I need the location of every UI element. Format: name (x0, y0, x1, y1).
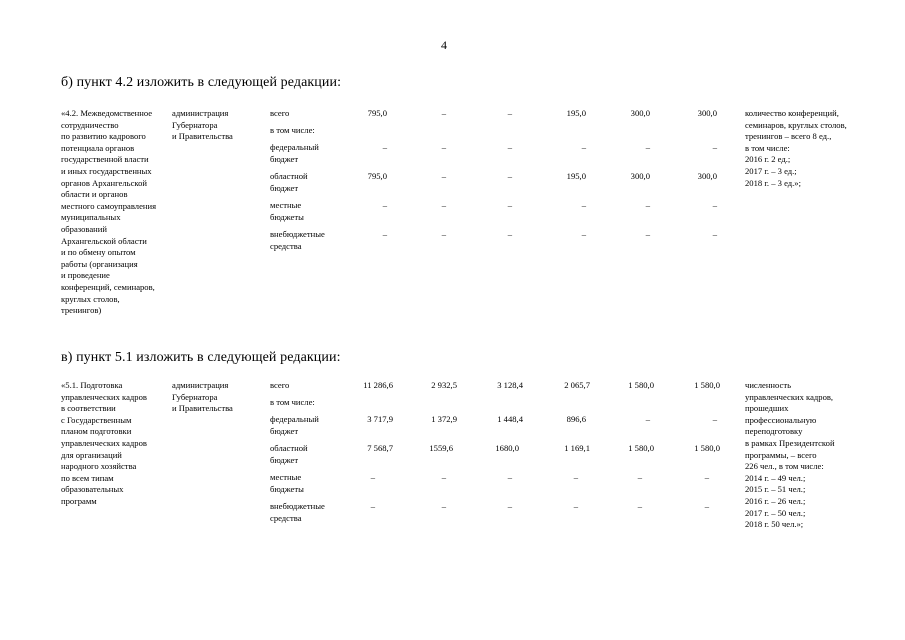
value-2018: 1 580,0 (694, 443, 720, 453)
value-2018: – (712, 414, 717, 424)
value-2015: – (507, 501, 512, 511)
value-2015: 1680,0 (495, 443, 519, 453)
executor-cell: администрация Губернатора и Правительства (172, 380, 233, 414)
value-2017: 1 580,0 (628, 380, 654, 390)
funding-source: федеральный бюджет (270, 142, 319, 164)
value-total: – (382, 200, 387, 210)
value-total: 7 568,7 (367, 443, 393, 453)
value-2015: 1 448,4 (497, 414, 523, 424)
value-2016: 195,0 (566, 108, 586, 118)
value-total: 795,0 (367, 171, 387, 181)
funding-source: внебюджетные средства (270, 229, 325, 251)
value-2014: – (441, 501, 446, 511)
value-total: – (382, 142, 387, 152)
funding-source: всего (270, 380, 290, 390)
value-2015: 3 128,4 (497, 380, 523, 390)
value-2014: – (441, 142, 446, 152)
value-2014: 2 932,5 (431, 380, 457, 390)
result-indicator: количество конференций, семинаров, круглых столов, тренингов – всего 8 ед., в том числе: 2016 г. 2 ед.; 2017 г. – 3 ед.; 2018 г. – 3 ед.»; (745, 108, 847, 188)
value-2016: – (581, 229, 586, 239)
value-2017: 300,0 (630, 171, 650, 181)
result-indicator: численность управленческих кадров, прошедших профессиональную переподготовку в рамках Президентской программы, – всего 226 чел., в том числе: 2014 г. – 49 чел.; 2015 г. – 51 чел.; 2016 г. – 26 чел.; 2017 г. – 50 чел.; 2018 г. 50 чел.»; (745, 380, 835, 530)
value-2014: – (441, 472, 446, 482)
section-heading: б) пункт 4.2 изложить в следующей редакции: (61, 75, 342, 90)
page-number: 4 (441, 38, 447, 52)
value-total: 3 717,9 (367, 414, 393, 424)
value-2016: – (573, 472, 578, 482)
measure-title: «5.1. Подготовка управленческих кадров в соответствии с Государственным планом подготовки управленческих кадров для организаций народного хозяйства по всем типам образовательных программ (61, 380, 147, 506)
value-2017: – (645, 142, 650, 152)
value-2016: – (581, 142, 586, 152)
value-2014: 1 372,9 (431, 414, 457, 424)
funding-source: федеральный бюджет (270, 414, 319, 436)
value-2018: 1 580,0 (694, 380, 720, 390)
value-2018: – (712, 200, 717, 210)
value-2014: – (441, 200, 446, 210)
funding-source: областной бюджет (270, 171, 308, 193)
funding-source: всего (270, 108, 290, 118)
funding-source: в том числе: (270, 397, 315, 407)
value-2017: 300,0 (630, 108, 650, 118)
value-2016: 1 169,1 (564, 443, 590, 453)
measure-title: «4.2. Межведомственное сотрудничество по развитию кадрового потенциала органов государственной власти и иных государственных органов Архангельской области и органов местного самоуправления муниципальных образований Архангельской области и по обмену опытом работы (организация и проведение конференций, семинаров, круглых столов, тренингов) (61, 108, 157, 316)
value-2016: 2 065,7 (564, 380, 590, 390)
value-2017: – (637, 472, 642, 482)
value-2015: – (507, 229, 512, 239)
value-2018: – (704, 501, 709, 511)
value-total: – (382, 229, 387, 239)
value-2015: – (507, 142, 512, 152)
value-2017: – (637, 501, 642, 511)
value-2018: 300,0 (697, 171, 717, 181)
value-2016: – (573, 501, 578, 511)
funding-source: в том числе: (270, 125, 315, 135)
value-2017: – (645, 414, 650, 424)
value-2018: 300,0 (697, 108, 717, 118)
value-total: – (370, 501, 375, 511)
value-2018: – (704, 472, 709, 482)
value-2016: 896,6 (566, 414, 586, 424)
value-total: 11 286,6 (363, 380, 393, 390)
value-2018: – (712, 229, 717, 239)
value-2014: – (441, 229, 446, 239)
funding-source: местные бюджеты (270, 472, 304, 494)
value-total: 795,0 (367, 108, 387, 118)
value-2014: – (441, 171, 446, 181)
value-2016: 195,0 (566, 171, 586, 181)
value-2017: – (645, 229, 650, 239)
value-2018: – (712, 142, 717, 152)
value-2015: – (507, 200, 512, 210)
section-heading: в) пункт 5.1 изложить в следующей редакции: (61, 350, 341, 365)
value-2017: – (645, 200, 650, 210)
funding-source: местные бюджеты (270, 200, 304, 222)
value-2015: – (507, 108, 512, 118)
value-total: – (370, 472, 375, 482)
value-2014: 1559,6 (429, 443, 453, 453)
value-2014: – (441, 108, 446, 118)
value-2017: 1 580,0 (628, 443, 654, 453)
value-2016: – (581, 200, 586, 210)
executor-cell: администрация Губернатора и Правительства (172, 108, 233, 142)
funding-source: областной бюджет (270, 443, 308, 465)
value-2015: – (507, 171, 512, 181)
value-2015: – (507, 472, 512, 482)
funding-source: внебюджетные средства (270, 501, 325, 523)
